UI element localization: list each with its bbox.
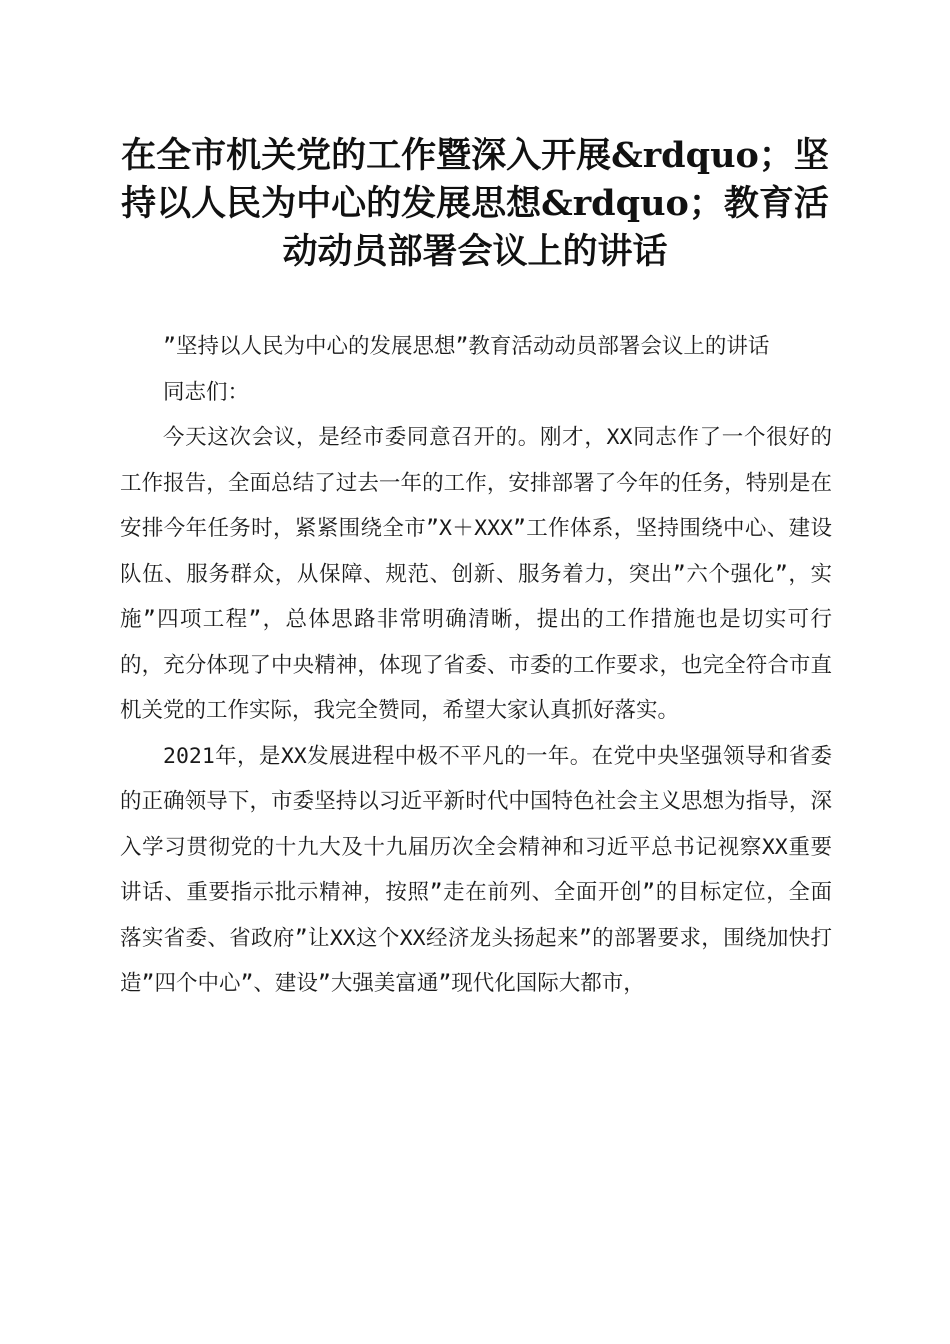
paragraph-subtitle: ”坚持以人民为中心的发展思想”教育活动动员部署会议上的讲话 (163, 334, 770, 359)
document-body (120, 324, 832, 1007)
paragraph-salutation: 同志们： (163, 379, 250, 405)
document-title: 在全市机关党的工作暨深入开展&rdquo；坚持以人民为中心的发展思想&rdquo；教育活动动员部署会议上的讲话 (121, 135, 829, 272)
paragraph: 今天这次会议，是经市委同意召开的。刚才，XX同志作了一个很好的工作报告，全面总结了过去一年的工作，安排部署了今年的任务，特别是在安排今年任务时，紧紧围绕全市”X＋XXX”工作体系，坚持围绕中心、建设队伍、服务群众，从保障、规范、创新、服务着力，突出”六个强化”，实施”四项工程”，总体思路非常明确清晰，提出的工作措施也是切实可行的，充分体现了中央精神，体现了省委、市委的工作要求，也完全符合市直机关党的工作实际，我完全赞同，希望大家认真抓好落实。 (120, 425, 832, 723)
paragraph: 2021年，是XX发展进程中极不平凡的一年。在党中央坚强领导和省委的正确领导下，市委坚持以习近平新时代中国特色社会主义思想为指导，深入学习贯彻党的十九大及十九届历次全会精神和习近平总书记视察XX重要讲话、重要指示批示精神，按照”走在前列、全面开创”的目标定位，全面落实省委、省政府”让XX这个XX经济龙头扬起来”的部署要求，围绕加快打造”四个中心”、建设”大强美富通”现代化国际大都市， (120, 743, 832, 996)
